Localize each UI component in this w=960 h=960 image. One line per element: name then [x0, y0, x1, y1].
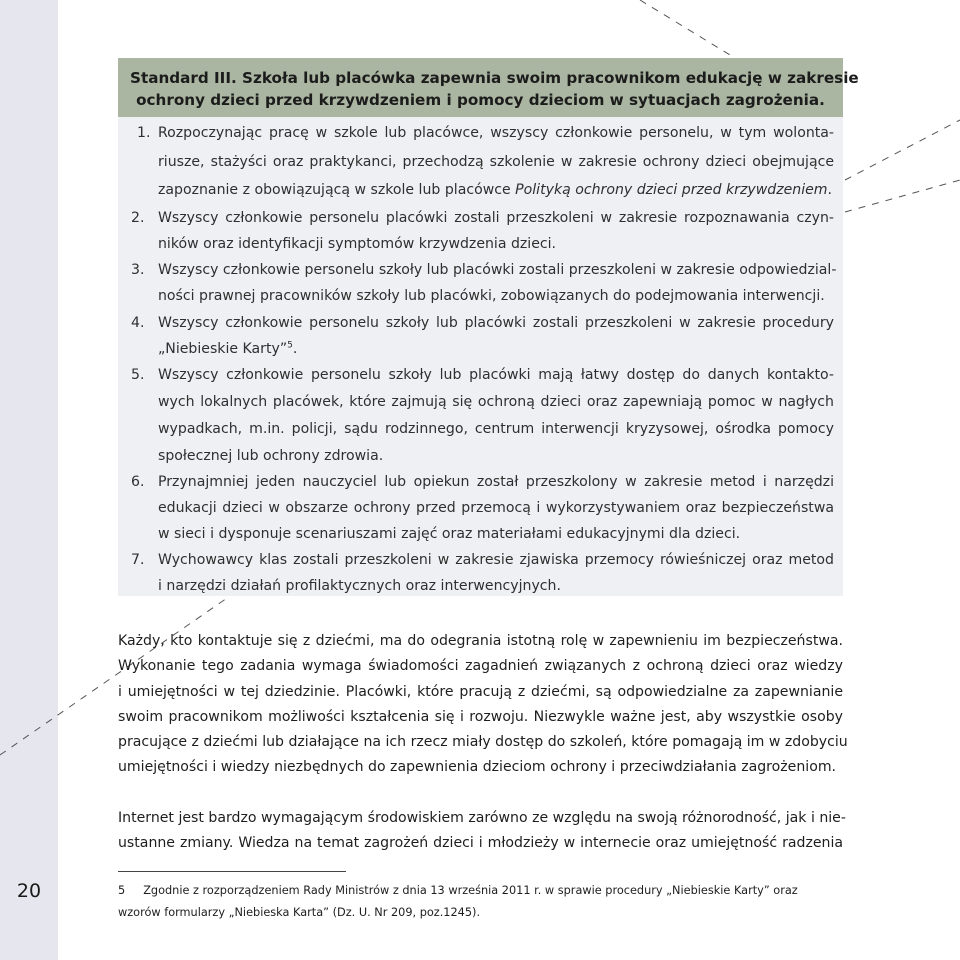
list-item-line: Rozpoczynając pracę w szkole lub placówce, wszyscy członkowie personelu, w tym wolonta- [158, 125, 834, 141]
list-item-line: społecznej lub ochrony zdrowia. [158, 448, 384, 464]
list-item-number: 4. [131, 315, 145, 331]
list-item-line: wypadkach, m.in. policji, sądu rodzinnego, centrum interwencji kryzysowej, ośrodka pomocy [158, 421, 834, 437]
body-paragraph-line: Każdy, kto kontaktuje się z dziećmi, ma do odegrania istotną rolę w zapewnieniu im bezpieczeństwa. [118, 633, 843, 649]
list-item-text: . [827, 182, 832, 198]
list-item-line: Wszyscy członkowie personelu szkoły lub placówki zostali przeszkoleni w zakresie procedury [158, 315, 834, 331]
list-item-line: i narzędzi działań profilaktycznych oraz interwencyjnych. [158, 578, 561, 594]
policy-title: Polityką ochrony dzieci przed krzywdzeniem [515, 182, 828, 198]
footnote-line [118, 884, 798, 897]
body-paragraph-line: i umiejętności w tej dziedzinie. Placówki, które pracują z dziećmi, są odpowiedzialne za zapewnianie [118, 684, 843, 700]
footnote-separator [118, 871, 346, 872]
page-number: 20 [16, 880, 42, 902]
list-item-line: ności prawnej pracowników szkoły lub placówki, zobowiązanych do podejmowania interwencji. [158, 288, 825, 304]
list-item-line [158, 182, 832, 198]
list-item-number: 7. [131, 552, 145, 568]
list-item-line: Wszyscy członkowie personelu placówki zostali przeszkoleni w zakresie rozpoznawania czyn- [158, 210, 834, 226]
standard-title-line: ochrony dzieci przed krzywdzeniem i pomocy dzieciom w sytuacjach zagrożenia. [136, 91, 825, 109]
list-item-line: riusze, stażyści oraz praktykanci, przechodzą szkolenie w zakresie ochrony dzieci obejmujące [158, 154, 834, 170]
list-item-number: 3. [131, 262, 145, 278]
list-item-text: zapoznanie z obowiązującą w szkole lub placówce [158, 182, 516, 198]
standard-title [118, 58, 859, 117]
list-item-number: 6. [131, 474, 145, 490]
body-paragraph-line: Internet jest bardzo wymagającym środowiskiem zarówno ze względu na swoją różnorodność, jak i nie- [118, 810, 846, 826]
list-item-number: 2. [131, 210, 145, 226]
footnote-reference: 5 [287, 340, 293, 351]
list-item-line: Wychowawcy klas zostali przeszkoleni w zakresie zjawiska przemocy rówieśniczej oraz metod [158, 552, 834, 568]
list-item-number: 5. [131, 367, 145, 383]
body-paragraph-line: umiejętności i wiedzy niezbędnych do zapewnienia dzieciom ochrony i przeciwdziałania zagrożeniom. [118, 759, 837, 775]
footnote-text: Zgodnie z rozporządzeniem Rady Ministrów z dnia 13 września 2011 r. w sprawie procedury „Niebieskie Karty” oraz [143, 884, 798, 897]
list-item-number: 1. [137, 125, 151, 141]
list-item-line: w sieci i dysponuje scenariuszami zajęć oraz materiałami edukacyjnymi dla dzieci. [158, 526, 741, 542]
footnote-line: wzorów formularzy „Niebieska Karta” (Dz. U. Nr 209, poz.1245). [118, 906, 481, 919]
list-item-text: . [292, 341, 298, 357]
body-paragraph-line: pracujące z dziećmi lub działające na ich rzecz miały dostęp do szkoleń, które pomagają im w zdobyciu [118, 734, 848, 750]
footnote-number: 5 [118, 884, 126, 897]
standard-title-line: Standard III. Szkoła lub placówka zapewnia swoim pracownikom edukację w zakresie [130, 69, 859, 87]
body-paragraph-line: swoim pracownikom możliwości kształcenia się i rozwoju. Niezwykle ważne jest, aby wszystkie osoby [118, 709, 843, 725]
list-item-line: ników oraz identyfikacji symptomów krzywdzenia dzieci. [158, 236, 557, 252]
list-item-line: Wszyscy członkowie personelu szkoły lub placówki mają łatwy dostęp do danych kontakto- [158, 367, 834, 383]
body-paragraph-line: Wykonanie tego zadania wymaga świadomości zagadnień związanych z ochroną dzieci oraz wiedzy [118, 658, 843, 674]
list-item-line: wych lokalnych placówek, które zajmują się ochroną dzieci oraz zapewniają pomoc w nagłych [158, 394, 834, 410]
list-item-line: Wszyscy członkowie personelu szkoły lub placówki zostali przeszkoleni w zakresie odpowiedzial- [158, 262, 837, 278]
list-item-text: „Niebieskie Karty” [158, 341, 288, 357]
list-item-line: Przynajmniej jeden nauczyciel lub opiekun został przeszkolony w zakresie metod i narzędzi [158, 474, 834, 490]
list-item-line [158, 341, 297, 357]
list-item-line: edukacji dzieci w obszarze ochrony przed przemocą i wykorzystywaniem oraz bezpieczeństwa [158, 500, 834, 516]
body-paragraph-line: ustanne zmiany. Wiedza na temat zagrożeń dzieci i młodzieży w internecie oraz umiejętność radzenia [118, 835, 843, 851]
